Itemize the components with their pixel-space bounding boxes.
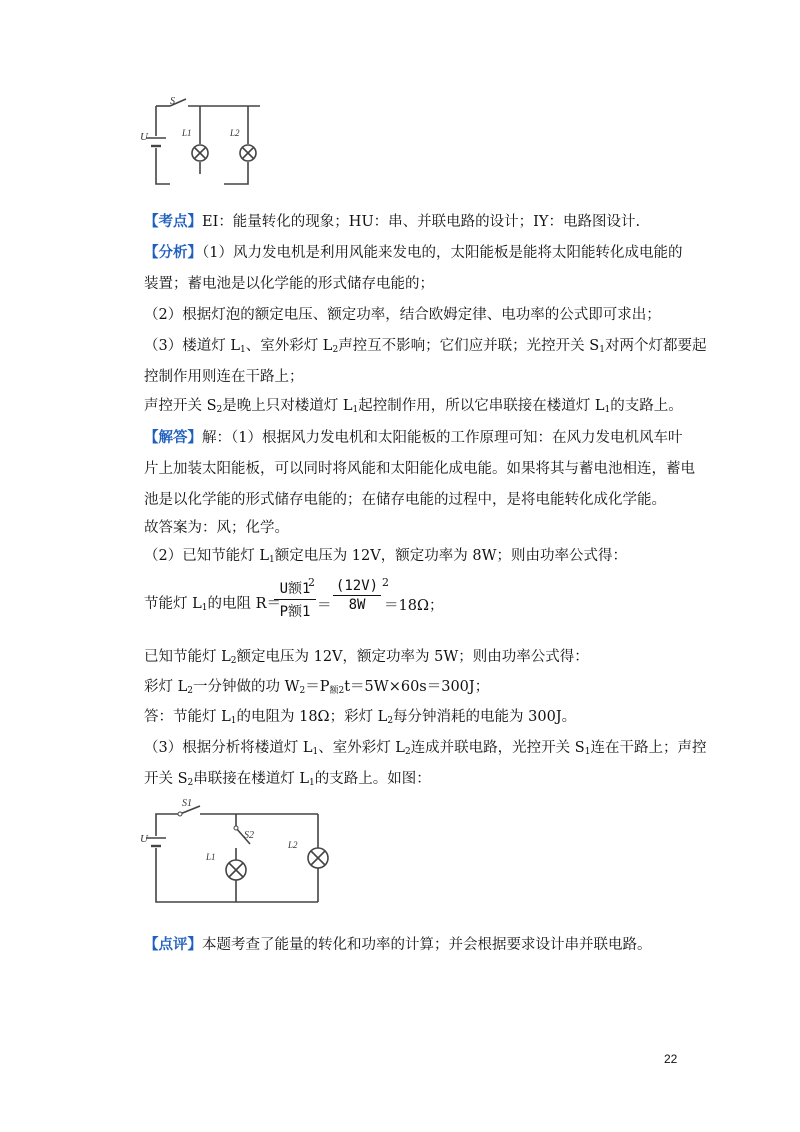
fenxi-p3a-1: （3）楼道灯 L	[144, 338, 240, 354]
fenxi-line-2	[144, 274, 434, 294]
sub-1: 1	[309, 778, 315, 788]
jieda-l9-3: 每分钟消耗的电能为 300J。	[393, 709, 577, 725]
jieda-l10-3: 连成并联电路，光控开关 S	[410, 740, 585, 756]
result-18-ohm: ＝18Ω；	[384, 598, 444, 614]
fenxi-p4-2: 是晚上只对楼道灯 L	[222, 398, 353, 414]
kaodian-tag: 【考点】	[144, 213, 202, 230]
jieda-line-4	[144, 518, 289, 538]
jieda-l7-2: 额定电压为 12V，额定功率为 5W；则由功率公式得：	[236, 649, 589, 665]
jieda-l11-1: 开关 S	[144, 771, 188, 787]
fenxi-p1a: （1）风力发电机是利用风能来发电的，太阳能板是能将太阳能转化成电能的	[202, 245, 683, 261]
sub-1: 1	[604, 405, 611, 415]
sub-1: 1	[599, 345, 605, 355]
jieda-l11-2: 串联接在楼道灯 L	[193, 771, 310, 787]
fenxi-p3a-4: 对两个灯都要起	[604, 338, 707, 354]
jieda-line-9	[144, 707, 576, 731]
lamp2-label: L2	[230, 128, 240, 138]
fenxi-line-5	[144, 367, 304, 387]
jieda-l5-2: 额定电压为 12V，额定功率为 8W；则由功率公式得：	[274, 548, 627, 564]
fenxi-p4-1: 声控开关 S	[144, 398, 217, 414]
jieda-line-1	[144, 428, 682, 448]
kaodian-text: EI：能量转化的现象；HU：串、并联电路的设计；IY：电路图设计.	[202, 214, 641, 230]
circuit-diagram-1	[140, 96, 280, 192]
jieda-line-7	[144, 647, 589, 671]
jieda-l8-2: 一分钟做的功 W	[192, 679, 300, 695]
jieda-line-6	[144, 594, 281, 618]
s2-label: S2	[244, 830, 254, 841]
switch-label: S	[170, 96, 175, 107]
fenxi-line-4	[144, 336, 706, 360]
equals-sign: ＝	[317, 598, 332, 614]
dianping-text: 本题考查了能量的转化和功率的计算；并会根据要求设计串并联电路。	[202, 937, 652, 953]
sub-1: 1	[201, 603, 208, 613]
lamp1-label: L1	[182, 128, 192, 138]
sub-2: 2	[230, 656, 237, 666]
fenxi-p1b: 装置；蓄电池是以化学能的形式储存电能的；	[144, 276, 434, 292]
voltage-label-2: U	[140, 833, 148, 845]
jieda-tag: 【解答】	[144, 429, 202, 446]
fenxi-p3b: 控制作用则连在干路上；	[144, 369, 304, 385]
jieda-l6-1: 节能灯 L	[144, 596, 202, 612]
fenxi-tag: 【分析】	[144, 244, 202, 261]
jieda-l9-2: 的电阻为 18Ω；彩灯 L	[236, 709, 388, 725]
page-number: 22	[664, 1052, 678, 1066]
jieda-l1: 解：（1）根据风力发电机和太阳能板的工作原理可知：在风力发电机风车叶	[202, 430, 683, 446]
fraction-1-denominator: P额1	[279, 604, 311, 620]
dianping-line	[144, 935, 652, 955]
jieda-line-10	[144, 738, 706, 762]
sub-2: 2	[299, 686, 306, 696]
voltage-label: U	[140, 131, 148, 143]
jieda-l6-2: 的电阻 R＝	[207, 596, 282, 612]
circuit-diagram-2	[138, 796, 338, 912]
fraction-1-numerator: U额1	[279, 581, 311, 597]
sub-1: 1	[352, 405, 359, 415]
kaodian-line	[144, 212, 640, 232]
jieda-l10-4: 连在干路上；声控	[590, 740, 707, 756]
exponent-2: 2	[382, 576, 389, 589]
jieda-l9-1: 答：节能灯 L	[144, 709, 231, 725]
sub-2: 2	[332, 345, 339, 355]
sub-2: 2	[187, 778, 194, 788]
jieda-l10-2: 、室外彩灯 L	[318, 740, 405, 756]
exponent-1: 2	[308, 576, 315, 589]
jieda-l8-1: 彩灯 L	[144, 679, 188, 695]
lamp1-label-2: L1	[206, 852, 216, 862]
fraction-2-numerator: (12V)	[335, 578, 379, 594]
jieda-l3: 池是以化学能的形式储存电能的；在储存电能的过程中，是将电能转化成化学能。	[144, 492, 666, 508]
sub-1: 1	[584, 747, 591, 757]
jieda-line-3	[144, 490, 666, 510]
sub-2: 2	[216, 405, 223, 415]
jieda-line-5	[144, 546, 627, 570]
sub-1: 1	[268, 555, 275, 565]
jieda-l5-1: （2）已知节能灯 L	[144, 548, 269, 564]
sub-2: 2	[404, 747, 411, 757]
jieda-l11-3: 的支路上。如图：	[314, 771, 431, 787]
jieda-l8-3: ＝P	[305, 679, 330, 695]
sub-2: 2	[187, 686, 193, 696]
jieda-l2: 片上加装太阳能板，可以同时将风能和太阳能化成电能。如果将其与蓄电池相连，蓄电	[144, 461, 695, 477]
sub-e2: 额2	[329, 686, 345, 696]
dianping-tag: 【点评】	[144, 936, 202, 953]
fenxi-p4-4: 的支路上。	[610, 398, 683, 414]
fenxi-p3a-3: 声控互不影响；它们应并联；光控开关 S	[338, 338, 600, 354]
jieda-line-2	[144, 459, 695, 479]
jieda-l10-1: （3）根据分析将楼道灯 L	[144, 740, 313, 756]
sub-1: 1	[239, 345, 246, 355]
lamp2-label-2: L2	[288, 840, 298, 850]
fenxi-p3a-2: 、室外彩灯 L	[245, 338, 333, 354]
jieda-l4: 故答案为：风；化学。	[144, 520, 289, 536]
fenxi-p2: （2）根据灯泡的额定电压、额定功率，结合欧姆定律、电功率的公式即可求出；	[144, 307, 661, 323]
fraction-2	[333, 578, 381, 613]
sub-1: 1	[312, 747, 319, 757]
sub-2: 2	[387, 716, 394, 726]
jieda-l8-4: t＝5W×60s＝300J；	[344, 679, 490, 695]
fenxi-line-3	[144, 305, 661, 325]
fenxi-line-1	[144, 243, 682, 263]
fraction-2-denominator: 8W	[348, 597, 366, 613]
fenxi-p4-3: 起控制作用，所以它串联接在楼道灯 L	[358, 398, 605, 414]
jieda-line-11	[144, 769, 431, 793]
jieda-l7-1: 已知节能灯 L	[144, 649, 231, 665]
jieda-line-8	[144, 677, 489, 701]
sub-1: 1	[230, 716, 237, 726]
s1-label: S1	[182, 798, 192, 809]
fenxi-line-6	[144, 396, 683, 420]
